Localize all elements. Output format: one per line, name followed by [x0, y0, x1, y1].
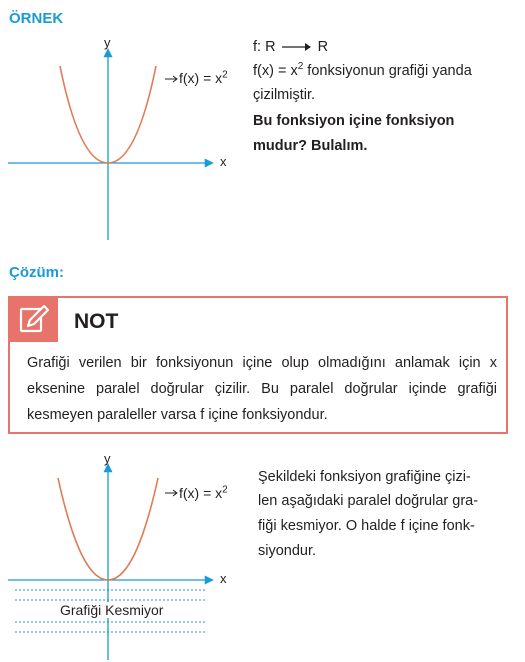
y-axis-label-2: y: [104, 451, 111, 466]
example-description-2: çizilmiştir.: [253, 87, 316, 103]
note-pencil-icon: [8, 296, 58, 342]
solution-text-2: len aşağıdaki paralel doğrular gra-: [258, 493, 479, 509]
solution-text-3: fiği kesmiyor. O halde f içine fonk-: [258, 518, 475, 534]
x-axis-label: x: [220, 154, 227, 169]
y-axis-label: y: [104, 35, 111, 50]
note-text: Grafiği verilen bir fonksiyonun içine olup olmadığını anlamak için x eksenine paralel doğrular çizilir. Bu paralel doğrular içinde grafiği kesmeyen paraleller varsa f içine fonksiyondur.: [27, 355, 497, 423]
solution-text-4: siyondur.: [258, 543, 317, 559]
example-heading: ÖRNEK: [9, 10, 64, 27]
x-axis-label-2: x: [220, 571, 227, 586]
function-label: $f(x) = x^2$: [179, 69, 228, 86]
example-question-2: mudur? Bulalım.: [253, 138, 368, 154]
annotation-label: Grafiği Kesmiyor: [60, 602, 164, 618]
note-title: NOT: [70, 310, 126, 334]
mapping-line: f: R R: [253, 39, 329, 55]
function-label-2: $f(x) = x^2$: [179, 484, 228, 501]
example-description: $f(x) = x^2$ fonksiyonun grafiği yanda: [253, 61, 472, 79]
solution-heading: Çözüm:: [9, 264, 64, 281]
example-question-1: Bu fonksiyon içine fonksiyon: [253, 113, 455, 129]
solution-text-1: Şekildeki fonksiyon grafiğine çizi-: [258, 469, 471, 485]
